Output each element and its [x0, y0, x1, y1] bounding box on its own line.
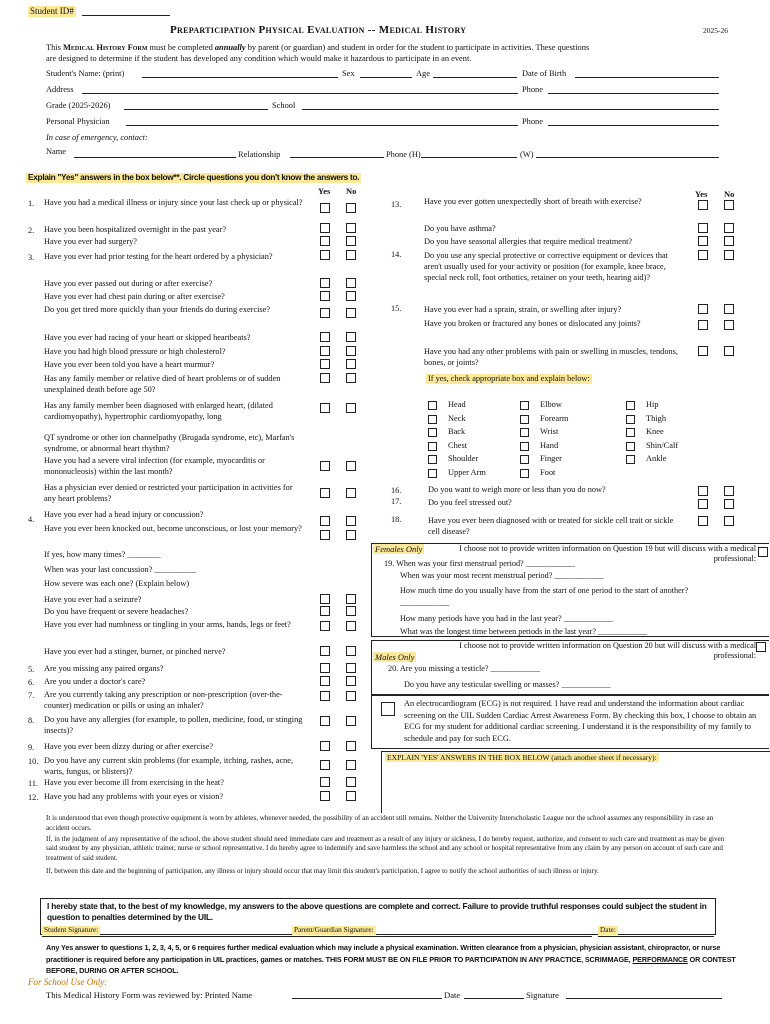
- question-text: Have you ever had racing of your heart or skipped heartbeats?: [44, 333, 251, 342]
- yes-checkbox[interactable]: [320, 760, 330, 770]
- phone-h-label: Phone (H): [386, 150, 421, 159]
- females-section: [371, 543, 769, 637]
- question-number: 13.: [391, 200, 402, 209]
- yes-header-right: Yes: [695, 189, 708, 199]
- question-number: 5.: [28, 665, 35, 674]
- explain-box[interactable]: [381, 751, 770, 813]
- males-opt-text: I choose not to provide written information on Question 20 but will discuss with a medical professional:: [459, 641, 756, 660]
- no-checkbox[interactable]: [346, 461, 356, 471]
- question-text: Have you had a medical illness or injury since your last check up or physical?: [44, 198, 303, 207]
- yes-checkbox[interactable]: [698, 200, 708, 210]
- body-part-label: Hip: [646, 400, 659, 409]
- question-text: Do you feel stressed out?: [428, 498, 512, 507]
- q19c-text: How much time do you usually have from the start of one period to the start of another? ____________: [400, 586, 689, 607]
- ecg-text: An electrocardiogram (ECG) is not required. I have read and understand the information about cardiac screening on the UIL Sudden Cardiac Arrest Awareness Form. By checking this box, I choose to obtain an ECG for my student for additional cardiac screening. I understand it is the responsibility of my family to schedule and pay for such ECG.: [404, 699, 757, 743]
- no-checkbox[interactable]: [346, 223, 356, 233]
- females-opt-text: I choose not to provide written information on Question 19 but will discuss with a medical professional:: [459, 544, 756, 563]
- page-title: Preparticipation Physical Evaluation -- Medical History: [170, 24, 467, 36]
- body-part-checkbox[interactable]: [428, 415, 437, 424]
- yes-checkbox[interactable]: [698, 516, 708, 526]
- body-part-checkbox[interactable]: [428, 401, 437, 410]
- body-part-checkbox[interactable]: [520, 428, 529, 437]
- yes-checkbox[interactable]: [320, 716, 330, 726]
- yes-checkbox[interactable]: [320, 403, 330, 413]
- no-checkbox[interactable]: [346, 516, 356, 526]
- review-signature-label: Signature: [526, 990, 559, 1000]
- question-text: Have you ever been knocked out, become unconscious, or lost your memory?: [44, 524, 302, 533]
- body-part-checkbox[interactable]: [626, 401, 635, 410]
- yes-header-left: Yes: [318, 186, 331, 196]
- males-label: Males Only: [375, 652, 415, 662]
- question-number: 1.: [28, 199, 35, 208]
- question-text: Do you want to weigh more or less than you do now?: [428, 485, 606, 494]
- phone-field[interactable]: [548, 85, 719, 94]
- no-checkbox[interactable]: [346, 488, 356, 498]
- body-part-label: Chest: [448, 440, 468, 450]
- no-checkbox[interactable]: [346, 332, 356, 342]
- question-number: 9.: [28, 743, 35, 752]
- sex-field[interactable]: [360, 69, 412, 78]
- statement-text: I hereby state that, to the best of my knowledge, my answers to the above questions are complete and correct. Failure to provide truthful responses could subject the student in question to penalties determined by the UIL.: [47, 901, 707, 922]
- yes-checkbox[interactable]: [320, 530, 330, 540]
- no-checkbox[interactable]: [346, 621, 356, 631]
- question-number: 7.: [28, 691, 35, 700]
- name-field[interactable]: [142, 69, 338, 78]
- q19-text: 19. When was your first menstrual period? ____________: [384, 559, 575, 568]
- question-text: Have you ever become ill from exercising in the heat?: [44, 778, 224, 787]
- physician-phone-field[interactable]: [548, 117, 719, 126]
- body-part-checkbox[interactable]: [626, 428, 635, 437]
- yes-checkbox[interactable]: [320, 516, 330, 526]
- yes-checkbox[interactable]: [698, 304, 708, 314]
- review-row: [46, 990, 736, 1004]
- question-text: Has any family member been diagnosed with enlarged heart, (dilated cardiomyopathy), hypertrophic cardiomyopathy, long: [44, 401, 273, 422]
- yes-checkbox[interactable]: [320, 291, 330, 301]
- question-text: Have you ever had prior testing for the heart ordered by a physician?: [44, 252, 273, 261]
- question-text: Has any family member or relative died of heart problems or of sudden unexplained death before age 50?: [44, 374, 281, 395]
- question-text: Have you had any other problems with pain or swelling in muscles, tendons, bones, or joints?: [424, 347, 678, 368]
- no-checkbox[interactable]: [724, 516, 734, 526]
- body-part-label: Shin/Calf: [646, 440, 679, 450]
- student-signature-field[interactable]: [42, 926, 292, 937]
- no-checkbox[interactable]: [346, 691, 356, 701]
- no-checkbox[interactable]: [724, 346, 734, 356]
- legal-text: It is understood that even though protective equipment is worn by athletes, whenever needed, the possibility of an accident still remains. Neither the University Interscholastic League nor the school assumes any responsibility in case an accident occurs. If, in the judgment of any representative of the school, the above student should need immediate care and treatment as a result of any injury or sickness, I do hereby request, authorize, and consent to such care and treatment as may be given said student by any physician, athletic trainer, nurse or school representative. I do hereby agree to indemnify and save harmless the school and any school or hospital representative from any claim by any person on account of such care and treatment of said student. If, between this date and the beginning of participation, any illness or injury should occur that may limit this student's participation, I agree to notify the school authorities of such illness or injury.: [46, 814, 725, 875]
- question-number: 16.: [391, 486, 402, 495]
- question-text: Have you ever had numbness or tingling in your arms, hands, legs or feet?: [44, 620, 291, 629]
- phone-w-field[interactable]: [536, 149, 719, 158]
- question-text: Do you have frequent or severe headaches?: [44, 607, 189, 616]
- emergency-name-field[interactable]: [74, 149, 236, 158]
- grade-label: Grade (2025-2026): [46, 101, 111, 110]
- q19e-text: What was the longest time between periods in the last year? ____________: [400, 627, 648, 636]
- no-checkbox[interactable]: [724, 486, 734, 496]
- emergency-name-label: Name: [46, 147, 66, 156]
- no-checkbox[interactable]: [346, 646, 356, 656]
- phone-w-label: (W): [520, 150, 534, 159]
- question-text: Has a physician ever denied or restricted your participation in activities for any heart problems?: [44, 483, 293, 504]
- address-label: Address: [46, 85, 74, 94]
- no-checkbox[interactable]: [346, 663, 356, 673]
- yes-checkbox[interactable]: [698, 346, 708, 356]
- yes-checkbox[interactable]: [320, 741, 330, 751]
- question-text: Have you ever had a seizure?: [44, 595, 142, 604]
- relationship-label: Relationship: [238, 150, 281, 159]
- student-id-line[interactable]: [82, 6, 170, 16]
- question-number: 14.: [391, 250, 402, 259]
- yes-checkbox[interactable]: [320, 488, 330, 498]
- body-parts-instruction: If yes, check appropriate box and explain below:: [428, 374, 590, 383]
- body-part-label: Upper Arm: [448, 468, 486, 477]
- signature-date-field[interactable]: [598, 926, 714, 937]
- no-checkbox[interactable]: [346, 530, 356, 540]
- yes-checkbox[interactable]: [698, 236, 708, 246]
- no-checkbox[interactable]: [724, 200, 734, 210]
- form-year: 2025-26: [703, 26, 728, 35]
- question-text: Have you ever been diagnosed with or treated for sickle cell trait or sickle cell disease?: [428, 516, 674, 537]
- body-part-checkbox[interactable]: [520, 455, 529, 464]
- question-text: Have you had high blood pressure or high cholesterol?: [44, 347, 226, 356]
- males-section: [371, 640, 769, 695]
- school-label: School: [272, 101, 296, 110]
- question-text: Have you ever passed out during or after exercise?: [44, 279, 213, 288]
- question-text: Have you ever had a sprain, strain, or swelling after injury?: [424, 305, 622, 314]
- body-part-checkbox[interactable]: [520, 401, 529, 410]
- no-checkbox[interactable]: [724, 320, 734, 330]
- no-header-left: No: [346, 186, 357, 196]
- yes-checkbox[interactable]: [320, 594, 330, 604]
- yes-checkbox[interactable]: [320, 676, 330, 686]
- question-text: Are you currently taking any prescription or non-prescription (over-the-counter) medication or pills or using an inhaler?: [44, 690, 283, 711]
- student-info: [46, 69, 736, 161]
- q19d-text: How many periods have you had in the last year? ____________: [400, 614, 613, 623]
- body-part-label: Hand: [540, 440, 559, 450]
- phone-label: Phone: [522, 85, 543, 94]
- body-part-checkbox[interactable]: [626, 415, 635, 424]
- body-part-checkbox[interactable]: [520, 415, 529, 424]
- body-part-label: Shoulder: [448, 454, 479, 464]
- no-checkbox[interactable]: [346, 777, 356, 787]
- no-checkbox[interactable]: [724, 223, 734, 233]
- question-number: 8.: [28, 716, 35, 725]
- yes-checkbox[interactable]: [320, 621, 330, 631]
- address-field[interactable]: [82, 85, 518, 94]
- body-part-label: Knee: [646, 427, 664, 437]
- no-checkbox[interactable]: [346, 791, 356, 801]
- no-checkbox[interactable]: [346, 403, 356, 413]
- question-number: 10.: [28, 757, 39, 766]
- question-number: 2.: [28, 226, 35, 235]
- question-text: Have you ever been told you have a heart murmur?: [44, 360, 215, 369]
- review-date-label: Date: [444, 990, 461, 1000]
- dob-label: Date of Birth: [522, 69, 567, 78]
- question-text: If yes, how many times? ________: [44, 550, 161, 559]
- signature-row: [40, 926, 716, 937]
- question-number: 6.: [28, 678, 35, 687]
- question-text: Have you broken or fractured any bones or dislocated any joints?: [424, 319, 641, 328]
- phone-h-field[interactable]: [421, 149, 517, 158]
- no-checkbox[interactable]: [346, 716, 356, 726]
- no-checkbox[interactable]: [346, 203, 356, 213]
- question-text: Are you under a doctor's care?: [44, 677, 146, 686]
- question-text: Do you have any current skin problems (for example, itching, rashes, acne, warts, fungus, or blisters)?: [44, 756, 294, 777]
- yes-checkbox[interactable]: [320, 332, 330, 342]
- no-checkbox[interactable]: [724, 304, 734, 314]
- footer-requirements: Any Yes answer to questions 1, 2, 3, 4, 5, or 6 requires further medical evaluation which may include a physical examination. Written clearance from a physician, physician assistant, chiropractor, or nurse practitioner is required before any participation in UIL practices, games or matches. THIS FORM MUST BE ON FILE PRIOR TO PARTICIPATION IN ANY PRACTICE, SCRIMMAGE, PERFORMANCE OR CONTEST BEFORE, DURING OR AFTER SCHOOL.: [46, 943, 736, 975]
- body-part-label: Thigh: [646, 413, 667, 423]
- question-number: 18.: [391, 515, 402, 524]
- no-checkbox[interactable]: [724, 236, 734, 246]
- body-part-label: Wrist: [540, 427, 559, 437]
- q20-text: 20. Are you missing a testicle? ____________: [388, 664, 540, 673]
- question-text: Have you been hospitalized overnight in the past year?: [44, 225, 227, 234]
- no-checkbox[interactable]: [346, 741, 356, 751]
- question-number: 12.: [28, 793, 39, 802]
- explain-instruction: Explain "Yes" answers in the box below**. Circle questions you don't know the answers to.: [28, 172, 360, 182]
- yes-checkbox[interactable]: [320, 373, 330, 383]
- yes-checkbox[interactable]: [698, 486, 708, 496]
- no-checkbox[interactable]: [346, 760, 356, 770]
- no-checkbox[interactable]: [346, 676, 356, 686]
- body-part-label: Neck: [448, 413, 466, 423]
- question-number: 17.: [391, 497, 402, 506]
- question-number: 11.: [28, 779, 39, 788]
- parent-signature-label: Parent/Guardian Signature:: [294, 925, 374, 934]
- yes-checkbox[interactable]: [320, 223, 330, 233]
- yes-checkbox[interactable]: [320, 777, 330, 787]
- body-part-label: Elbow: [540, 400, 562, 409]
- q19b-text: When was your most recent menstrual period? ____________: [400, 571, 604, 580]
- body-part-label: Finger: [540, 454, 562, 464]
- ecg-section: [371, 695, 769, 749]
- yes-checkbox[interactable]: [698, 250, 708, 260]
- parent-signature-field[interactable]: [292, 926, 592, 937]
- question-text: Do you get tired more quickly than your friends do during exercise?: [44, 305, 271, 314]
- yes-checkbox[interactable]: [320, 236, 330, 246]
- review-date-field[interactable]: [464, 990, 524, 999]
- sex-label: Sex: [342, 69, 355, 78]
- yes-checkbox[interactable]: [320, 250, 330, 260]
- no-checkbox[interactable]: [346, 236, 356, 246]
- physician-label: Personal Physician: [46, 117, 110, 126]
- body-part-checkbox[interactable]: [428, 469, 437, 478]
- question-number: 4.: [28, 515, 35, 524]
- no-checkbox[interactable]: [346, 359, 356, 369]
- no-checkbox[interactable]: [346, 606, 356, 616]
- no-checkbox[interactable]: [346, 291, 356, 301]
- question-text: Have you had any problems with your eyes or vision?: [44, 792, 224, 801]
- yes-checkbox[interactable]: [320, 691, 330, 701]
- no-checkbox[interactable]: [346, 250, 356, 260]
- question-text: Have you ever had a stinger, burner, or pinched nerve?: [44, 647, 226, 656]
- question-text: Do you have asthma?: [424, 224, 496, 233]
- yes-checkbox[interactable]: [320, 359, 330, 369]
- body-part-label: Back: [448, 427, 466, 437]
- no-checkbox[interactable]: [346, 373, 356, 383]
- yes-checkbox[interactable]: [320, 203, 330, 213]
- intro-text: This Medical History Form must be completed annually by parent (or guardian) and student in order for the student to participate in activities. These questions are designed to determine if the student has developed any condition which would make it hazardous to participate in an event.: [46, 43, 590, 63]
- yes-checkbox[interactable]: [320, 346, 330, 356]
- females-opt-checkbox[interactable]: [758, 547, 768, 557]
- yes-checkbox[interactable]: [320, 791, 330, 801]
- emergency-label: In case of emergency, contact:: [46, 133, 148, 142]
- body-part-label: Head: [448, 400, 466, 409]
- yes-checkbox[interactable]: [320, 308, 330, 318]
- ecg-checkbox[interactable]: [381, 702, 395, 716]
- physician-phone-label: Phone: [522, 117, 543, 126]
- dob-field[interactable]: [575, 69, 719, 78]
- question-text: Have you ever had a head injury or concussion?: [44, 510, 204, 519]
- body-part-label: Forearm: [540, 413, 569, 423]
- relationship-field[interactable]: [290, 149, 384, 158]
- physician-field[interactable]: [126, 117, 518, 126]
- age-label: Age: [416, 69, 430, 78]
- body-part-checkbox[interactable]: [626, 442, 635, 451]
- no-checkbox[interactable]: [346, 594, 356, 604]
- question-text: Have you had a severe viral infection (for example, myocarditis or mononucleosis) within the last month?: [44, 456, 265, 477]
- question-text: Have you ever had chest pain during or after exercise?: [44, 292, 225, 301]
- question-text: How severe was each one? (Explain below): [44, 579, 190, 588]
- yes-checkbox[interactable]: [320, 646, 330, 656]
- no-checkbox[interactable]: [724, 499, 734, 509]
- no-checkbox[interactable]: [724, 250, 734, 260]
- question-text: Do you use any special protective or corrective equipment or devices that aren't usually used for your activity or position (for example, knee brace, special neck roll, foot orthotics, retainer on your teeth, hearing aid)?: [424, 251, 668, 283]
- question-number: 3.: [28, 253, 35, 262]
- yes-checkbox[interactable]: [320, 606, 330, 616]
- name-label: Student's Name: (print): [46, 69, 125, 78]
- body-part-checkbox[interactable]: [428, 455, 437, 464]
- question-text: Have you ever gotten unexpectedly short of breath with exercise?: [424, 197, 642, 206]
- question-text: Do you have seasonal allergies that require medical treatment?: [424, 237, 633, 246]
- question-text: Are you missing any paired organs?: [44, 664, 164, 673]
- yes-checkbox[interactable]: [698, 320, 708, 330]
- question-text: Have you ever been dizzy during or after exercise?: [44, 742, 214, 751]
- yes-checkbox[interactable]: [320, 663, 330, 673]
- yes-checkbox[interactable]: [320, 461, 330, 471]
- yes-checkbox[interactable]: [698, 223, 708, 233]
- reviewer-name-field[interactable]: [292, 990, 442, 999]
- females-label: Females Only: [375, 544, 423, 554]
- question-text: When was your last concussion? __________: [44, 565, 196, 574]
- student-id-label: Student ID#: [30, 6, 74, 16]
- q20b-text: Do you have any testicular swelling or masses? ____________: [404, 680, 611, 689]
- signature-date-label: Date:: [600, 925, 616, 934]
- body-part-checkbox[interactable]: [626, 455, 635, 464]
- body-part-label: Ankle: [646, 454, 667, 464]
- body-part-label: Foot: [540, 468, 556, 477]
- males-opt-checkbox[interactable]: [756, 642, 766, 652]
- yes-checkbox[interactable]: [698, 499, 708, 509]
- grade-field[interactable]: [124, 101, 268, 110]
- reviewed-label: This Medical History Form was reviewed by: Printed Name: [46, 990, 253, 1000]
- no-header-right: No: [724, 189, 735, 199]
- question-text: QT syndrome or other ion channelpathy (Brugada syndrome, etc), Marfan's syndrome, or abnormal heart rhythm?: [44, 433, 295, 454]
- yes-checkbox[interactable]: [320, 278, 330, 288]
- explain-box-label: EXPLAIN 'YES' ANSWERS IN THE BOX BELOW (attach another sheet if necessary):: [387, 753, 657, 762]
- student-signature-label: Student Signature:: [44, 925, 99, 934]
- body-part-checkbox[interactable]: [428, 428, 437, 437]
- school-use-label: For School Use Only:: [28, 977, 108, 987]
- body-part-checkbox[interactable]: [428, 442, 437, 451]
- question-text: Do you have any allergies (for example, to pollen, medicine, food, or stinging insects)?: [44, 715, 303, 736]
- no-checkbox[interactable]: [346, 278, 356, 288]
- review-signature-field[interactable]: [566, 990, 722, 999]
- question-number: 15.: [391, 304, 402, 313]
- school-field[interactable]: [302, 101, 719, 110]
- no-checkbox[interactable]: [346, 346, 356, 356]
- body-part-checkbox[interactable]: [520, 442, 529, 451]
- body-part-checkbox[interactable]: [520, 469, 529, 478]
- age-field[interactable]: [433, 69, 517, 78]
- question-text: Have you ever had surgery?: [44, 237, 137, 246]
- no-checkbox[interactable]: [346, 308, 356, 318]
